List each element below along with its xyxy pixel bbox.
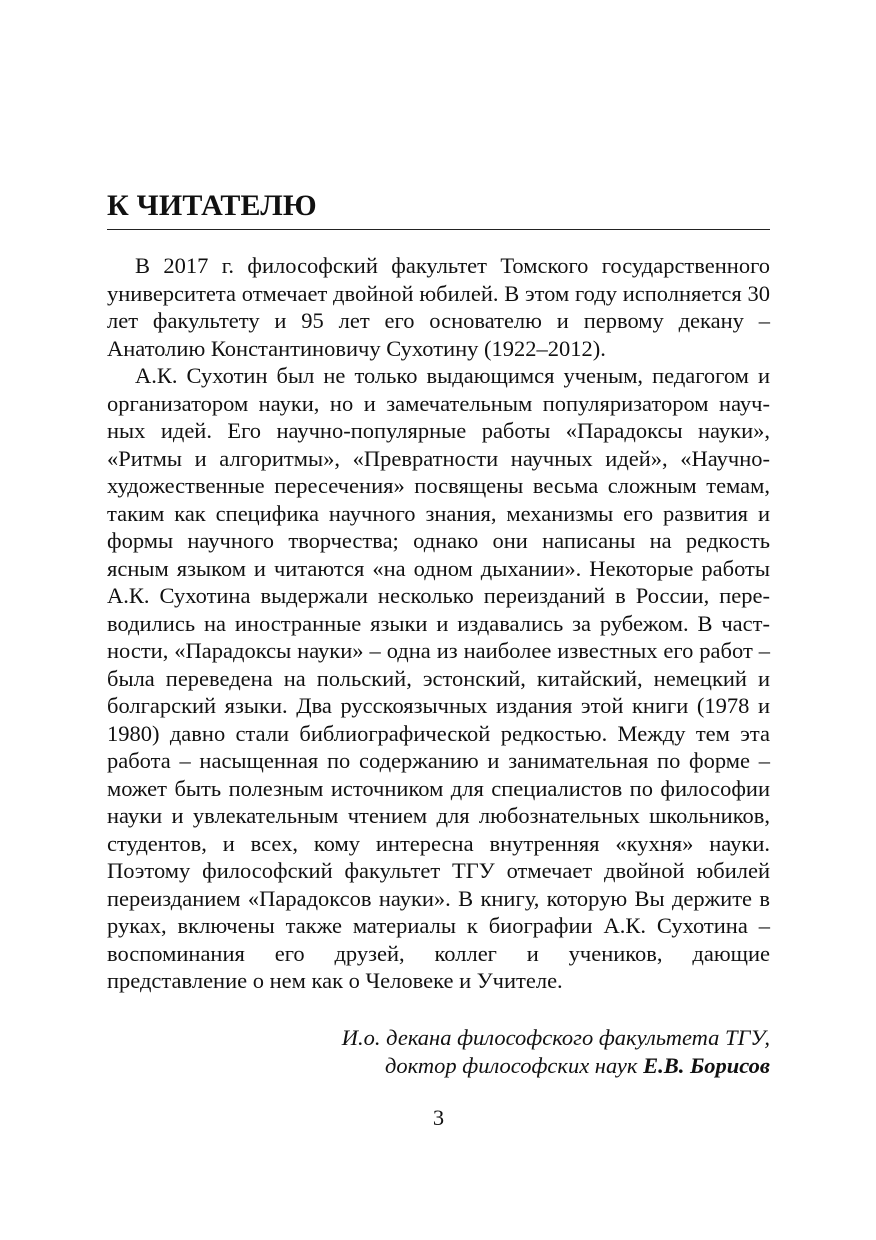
signature-position: И.о. декана философского факультета ТГУ,: [341, 1025, 770, 1050]
preface-body: [107, 252, 770, 995]
signature-degree-line: [342, 1052, 770, 1080]
signature-block: [342, 1024, 770, 1080]
signature-degree: доктор философских наук: [384, 1053, 638, 1078]
title-divider: [107, 229, 770, 230]
page-number: 3: [432, 1105, 445, 1130]
paragraph-sukhotin-works: А.К. Сухотин был не только выдающимся ученым, педагогом и организатором науки, но и замечательным популяризатором научных идей. Его научно-популярные работы «Парадоксы науки», «Ритмы и алгоритмы», «Превратности научных идей», «Научно-художественные пересечения» посвящены весьма сложным темам, таким как специфика научного знания, механизмы его развития и формы научного творчества; однако они написаны на редкость ясным языком и читаются «на одном дыхании». Некоторые работы А.К. Сухотина выдержали несколько переизданий в России, переводились на иностранные языки и издавались за рубежом. В частности, «Парадоксы науки» – одна из наиболее известных его работ – была переведена на польский, эстонский, китайский, немецкий и болгарский языки. Два русскоязычных издания этой книги (1978 и 1980) давно стали библиографической редкостью. Между тем эта работа – насыщенная по содержанию и занимательная по форме – может быть полезным источником для специалистов по философии науки и увлекательным чтением для любознательных школьников, студентов, и всех, кому интересна внутренняя «кухня» науки. Поэтому философский факультет ТГУ отмечает двойной юбилей переизданием «Парадоксов науки». В книгу, которую Вы держите в руках, включены также материалы к биографии А.К. Сухотина – воспоминания его друзей, коллег и учеников, дающие представление о нем как о Человеке и Учителе.: [107, 363, 770, 993]
paragraph-anniversary: В 2017 г. философский факультет Томского государственного университета отмечает двойной юбилей. В этом году исполняется 30 лет факультету и 95 лет его основателю и первому декану – Анатолию Константиновичу Сухотину (1922–2012).: [107, 253, 770, 361]
signature-author: Е.В. Борисов: [643, 1053, 770, 1078]
page-title: К ЧИТАТЕЛЮ: [107, 189, 317, 222]
book-page: [107, 0, 770, 1240]
